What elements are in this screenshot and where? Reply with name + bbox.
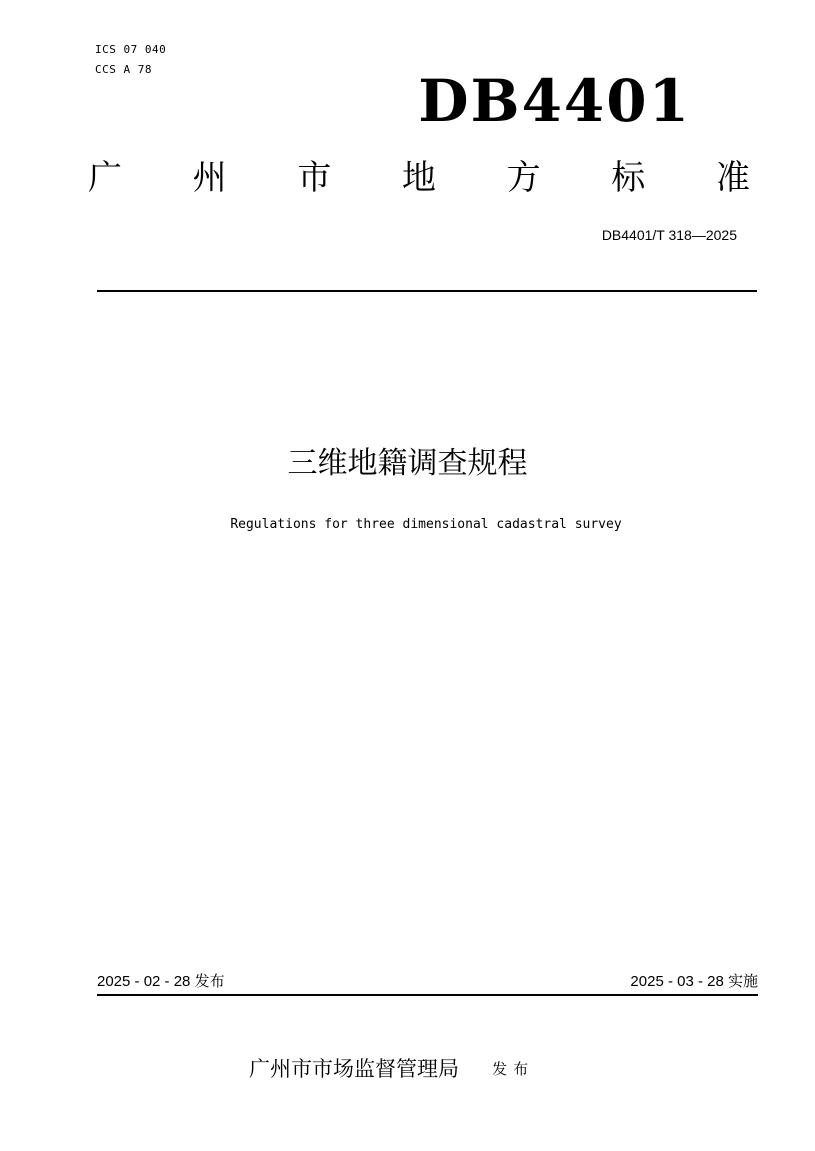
level-title-char: 州	[192, 158, 227, 198]
document-title-chinese: 三维地籍调查规程	[287, 446, 528, 481]
issuer-line	[249, 1054, 534, 1084]
standard-number: DB4401/T 318—2025	[601, 227, 737, 243]
level-title-char: 地	[401, 158, 436, 198]
issuer-action: 发布	[492, 1060, 535, 1078]
level-title-char: 广	[88, 158, 122, 198]
ics-code: ICS 07 040	[95, 43, 167, 56]
level-title-char: 方	[506, 158, 541, 198]
level-title-char: 标	[611, 158, 646, 198]
db-standard-mark: DB4401	[418, 67, 691, 135]
ccs-code: CCS A 78	[95, 63, 152, 76]
issuer-name: 广州市市场监督管理局	[249, 1057, 459, 1081]
level-title-char: 准	[715, 158, 750, 198]
document-title-english: Regulations for three dimensional cadastral survey	[230, 517, 622, 532]
issue-date: 2025 - 02 - 28 发布	[97, 973, 225, 990]
standard-level-title	[88, 153, 750, 203]
effective-date: 2025 - 03 - 28 实施	[630, 973, 758, 990]
level-title-char: 市	[297, 158, 332, 198]
bottom-divider	[97, 994, 758, 996]
classification-codes	[95, 40, 166, 80]
top-divider	[97, 290, 757, 292]
